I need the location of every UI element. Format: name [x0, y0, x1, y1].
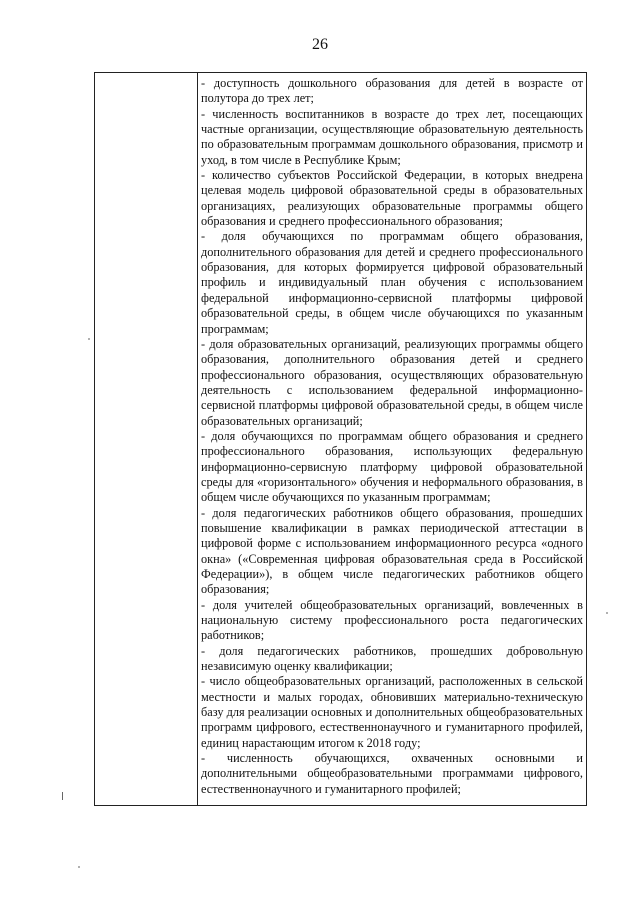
- table-right-cell: [198, 73, 586, 805]
- scan-mark: [62, 792, 63, 800]
- scan-speck: [606, 612, 608, 614]
- list-item: - доля педагогических работников общего образования, прошедших повышение квалификации в рамках периодической аттестации в цифровой форме с использованием информационного ресурса «одного окна» («Современная цифровая образовательная среда в Российской Федерации»), в общем числе педагогических работников общего образования;: [201, 505, 583, 597]
- list-item: - число общеобразовательных организаций, расположенных в сельской местности и малых городах, обновивших материально-техническую базу для реализации основных и дополнительных общеобразовательных программ цифрового, естественнонаучного и гуманитарного профилей, единиц нарастающим итогом к 2018 году;: [201, 674, 583, 750]
- scan-speck: [78, 866, 80, 868]
- list-item: - доля обучающихся по программам общего образования, дополнительного образования для детей и среднего профессионального образования, для которых формируется цифровой образовательный профиль и индивидуальный план обучения с использованием федеральной информационно-сервисной платформы цифровой образовательной среды, в общем числе обучающихся по указанным программам;: [201, 229, 583, 336]
- document-table: [94, 72, 587, 806]
- page-number: 26: [312, 36, 328, 53]
- table-left-cell: [95, 73, 198, 805]
- scan-speck: [88, 338, 90, 340]
- list-item: - численность обучающихся, охваченных основными и дополнительными общеобразовательными программами цифрового, естественнонаучного и гуманитарного профилей;: [201, 751, 583, 796]
- list-item: - численность воспитанников в возрасте до трех лет, посещающих частные организации, осуществляющие образовательную деятельность по образовательным программам дошкольного образования, присмотр и уход, в том числе в Республике Крым;: [201, 106, 583, 167]
- list-item: - доступность дошкольного образования для детей в возрасте от полутора до трех лет;: [201, 76, 583, 106]
- list-item: - доля учителей общеобразовательных организаций, вовлеченных в национальную систему профессионального роста педагогических работников;: [201, 597, 583, 643]
- list-item: - доля образовательных организаций, реализующих программы общего образования, дополнительного образования детей и среднего профессионального образования, осуществляющих образовательную деятельность с использованием федеральной информационно-сервисной платформы цифровой образовательной среды, в общем числе образовательных организаций;: [201, 336, 583, 428]
- list-item: - доля обучающихся по программам общего образования и среднего профессионального образования, использующих федеральную информационно-сервисную платформу цифровой образовательной среды для «горизонтального» обучения и неформального образования, в общем числе обучающихся по указанным программам;: [201, 428, 583, 505]
- list-item: - доля педагогических работников, прошедших добровольную независимую оценку квалификации;: [201, 643, 583, 674]
- list-item: - количество субъектов Российской Федерации, в которых внедрена целевая модель цифровой образовательной среды в образовательных организациях, реализующих образовательные программы общего образования и среднего профессионального образования;: [201, 168, 583, 229]
